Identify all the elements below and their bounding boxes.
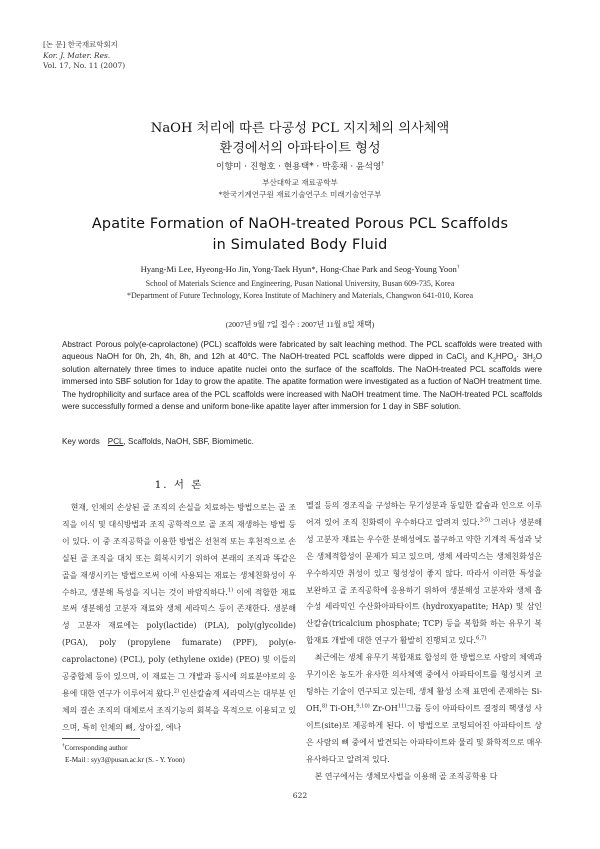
footnote-rule — [62, 738, 140, 739]
ref-2: 2) — [173, 688, 180, 695]
abstract-text-5: O solution alternately three times to induce apatite nuclei onto the surface of the scaffolds. The NaOH-treated PCL scaffolds were immersed into SBF solution for 1day to grow the apatite. The apatite formation were investigated as a fuction of NaOH treatment time. The hydrophilicity and surface area of the PCL scaffolds were increased with NaOH treatment time. The NaOH-treated PCL scaffolds were successfully formed a dense and uniform bone-like apatite layer after immersion for 1 day in SBF solution. — [62, 352, 542, 412]
abstract-sub-2: 2 — [492, 358, 496, 365]
left-text-2: 이에 적합한 재료로써 생분해성 고분자 재료와 생체 세라믹스 등이 존재한다. 생분해성 고분자 재료에는 poly(lactide) (PLA), poly(glycolide) (PGA), poly (propylene fumarate) (PPF), poly(e-caprolactone) (PCL), poly (ethylene oxide) (PEO) 및 이들의 공중합체 등이 있으며, 이 재료는 그 개발과 동시에 의료분야로의 응용에 대한 연구가 이루어져 왔다. — [62, 587, 296, 698]
keywords-rest: , Scaffolds, NaOH, SBF, Biomimetic. — [123, 437, 254, 446]
english-title-line1: Apatite Formation of NaOH-treated Porous PCL Scaffolds — [91, 216, 509, 232]
footnote-line1 — [62, 742, 185, 754]
abstract-sub-4: 2 — [532, 358, 536, 365]
right-column — [306, 498, 542, 785]
footnote-email: E-Mail : syy3@pusan.ac.kr (S. - Y. Yoon) — [65, 756, 185, 764]
keywords-label: Key words — [62, 437, 100, 446]
english-authors-text: Hyang-Mi Lee, Hyeong-Ho Jin, Yong-Taek Hyun*, Hong-Chae Park and Seog-Young Yoon — [140, 264, 457, 274]
korean-affiliations — [60, 177, 540, 201]
abstract-sub-3: 4 — [513, 358, 517, 365]
korean-title — [60, 119, 540, 159]
right-text-3: 최근에는 생체 유무기 복합재료 합성의 한 방법으로 사람의 체액과 무기이온 농도가 유사한 의사체액 중에서 아파타이트를 형성시켜 코팅하는 기술이 연구되고 있는데, 생체 활성 소재 표면에 존재하는 Si-OH, — [306, 653, 542, 713]
left-text-3: 인산칼슘계 세라믹스는 대부분 인체의 결손 조직의 대체로서 조직기능의 회복을 목적으로 이용되고 있으며, 특히 인체의 뼈, 상아질, 에나 — [62, 688, 296, 732]
journal-volume: Vol. 17, No. 11 (2007) — [43, 61, 126, 70]
left-column — [62, 500, 296, 737]
abstract-label: Abstract — [62, 340, 92, 349]
right-text-4: Ti-OH, — [327, 703, 357, 713]
korean-title-line2: 환경에서의 아파타이트 형성 — [219, 141, 381, 156]
abstract-text-2: and K — [467, 352, 493, 362]
abstract-sub-1: 2 — [464, 358, 468, 365]
left-text-1: 현재, 인체의 손상된 골 조직의 손실을 치료하는 방법으로는 골 조직을 이식 및 대식방법과 조직 공학적으로 골 조직 재생하는 방법 등이 있다. 이 중 조직공학을 이용한 방법은 선천적 또는 후천적으로 손실된 골 조직을 대치 또는 회복시키기 위하여 본래의 조직과 똑같은 골을 재생시키는 방법으로써 이에 사용되는 재료는 생체친화성이 우수하고, 생분해 특성을 지니는 것이 바람직하다. — [62, 503, 296, 597]
journal-header — [43, 40, 125, 72]
right-text-6: 그룹 등이 아파타이트 결정의 핵생성 사이트(site)로 제공하게 된다. 이 방법으로 코팅되어진 아파타이트 상은 사람의 뼈 중에서 발견되는 아파타이트와 물리 및 화학적으로 매우 유사하다고 알려져 있다. — [306, 703, 543, 764]
right-paragraph-2 — [306, 650, 542, 768]
footnote-dagger: † — [62, 742, 65, 749]
korean-affiliation-1: 부산대학교 재료공학부 — [262, 178, 338, 187]
korean-title-line1: NaOH 처리에 따른 다공성 PCL 지지체의 의사체액 — [150, 121, 450, 136]
right-text-5: Zr-OH — [369, 703, 398, 713]
keyword-pcl: PCL — [107, 437, 124, 446]
korean-authors — [60, 161, 540, 174]
abstract-text-4: · 3H — [516, 352, 533, 362]
ref-1: 1) — [227, 586, 234, 593]
ref-6-7: 6,7) — [476, 635, 487, 642]
left-paragraph — [62, 500, 296, 737]
footnote — [62, 742, 185, 766]
abstract-text-3: HPO — [495, 352, 514, 362]
received-dates: (2007년 9월 7일 접수 : 2007년 11월 8일 채택) — [225, 320, 375, 329]
ref-9-10: 9,10) — [356, 703, 370, 710]
footnote-author: Corresponding author — [64, 744, 128, 752]
ref-8: 8) — [321, 703, 328, 710]
english-title-line2: in Simulated Body Fluid — [212, 237, 388, 253]
abstract — [62, 339, 542, 413]
korean-authors-text: 이향미 · 진형호 · 현용택* · 박홍채 · 윤석영 — [215, 162, 382, 172]
corresponding-mark-en: † — [456, 264, 460, 271]
english-affiliation-2: *Department of Future Technology, Korea Institute of Machinery and Materials, Changwon 641-010, Korea — [126, 291, 473, 301]
journal-category: [논 문] 한국재료학회지 — [43, 40, 118, 49]
ref-11: 11) — [397, 703, 407, 710]
journal-abbrev: Kor. J. Mater. Res. — [43, 50, 111, 60]
english-affiliations — [40, 278, 560, 302]
corresponding-mark: † — [381, 161, 384, 168]
right-text-1: 멜질 등의 경조직을 구성하는 무기성분과 동일한 칼슘과 인으로 이루어져 있어 조직 친화력이 우수하다고 알려져 있다. — [306, 501, 542, 527]
keywords — [62, 437, 542, 446]
section-heading: 1. 서 론 — [154, 479, 204, 491]
page-number: 622 — [292, 791, 308, 800]
right-paragraph-3 — [306, 769, 542, 786]
right-paragraph-1 — [306, 498, 542, 650]
abstract-text-1: Porous poly(e-caprolactone) (PCL) scaffolds were fabricated by salt leaching method. The PCL scaffolds were treated with aqueous NaOH for 0h, 2h, 4h, 8h, and 12h at 40°C. The NaOH-treated PCL scaffolds were dipped in CaCl — [62, 340, 542, 362]
korean-affiliation-2: *한국기계연구원 재료기술연구소 미래기술연구부 — [218, 190, 382, 199]
ref-3-5: 3-5) — [479, 517, 491, 524]
right-text-2: 그러나 생분해성 고분자 재료는 우수한 분해성에도 불구하고 약한 기계적 특성과 낮은 생체적합성이 문제가 되고 있으며, 생체 세라믹스는 생체친화성은 우수하지만 취성이 있고 형성성이 좋지 않다. 따라서 이러한 특성을 보완하고 골 조직공학에 응용하기 위하여 생분해성 고분자와 생체 흡수성 세라믹인 수산화아파타이트 (hydroxyapatite; HAp) 및 삼인산칼슘(tricalcium phosphate; TCP) 등을 복합화 하는 유무기 복합재료 개발에 대한 연구가 활발히 진행되고 있다. — [306, 517, 543, 646]
english-authors — [40, 263, 560, 275]
english-title — [40, 214, 560, 256]
right-text-7: 본 연구에서는 생체모사법을 이용해 골 조직공학용 다 — [314, 771, 498, 781]
english-affiliation-1: School of Materials Science and Engineering, Pusan National University, Busan 609-735, Korea — [145, 279, 455, 288]
